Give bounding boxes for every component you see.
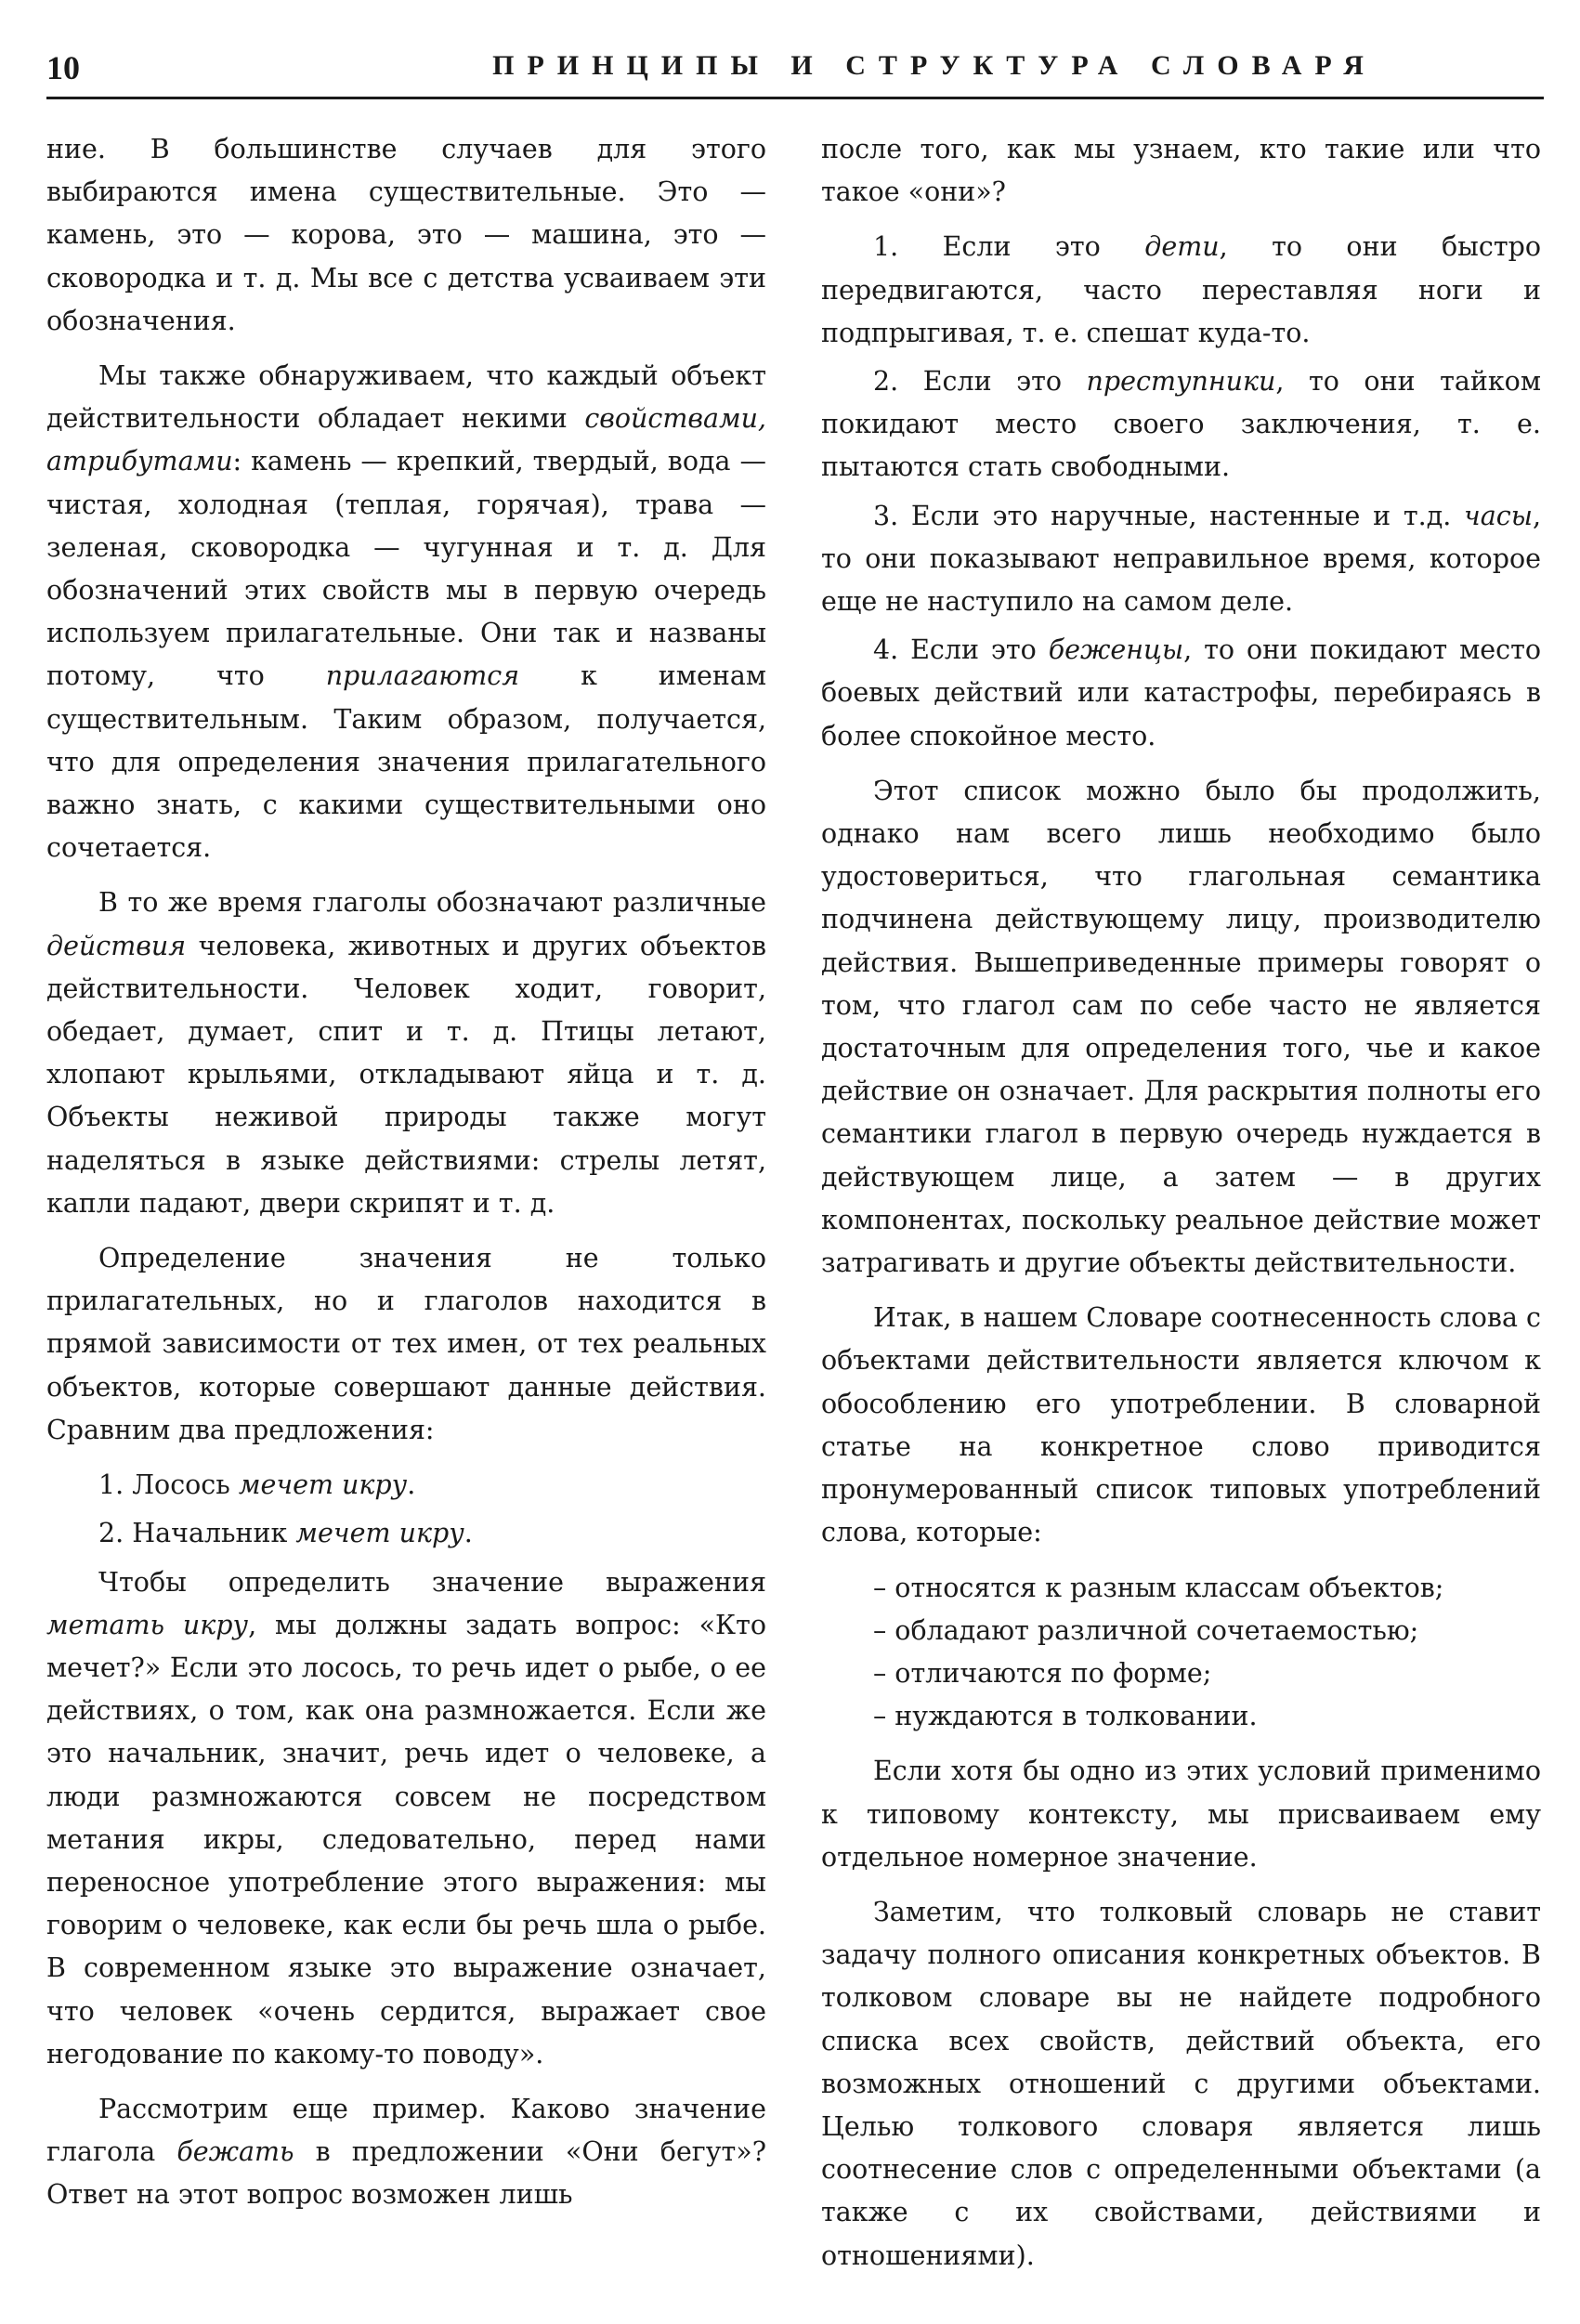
italic-term: метать икру — [46, 1609, 249, 1640]
italic-term: мечет икру — [295, 1518, 464, 1549]
text-span: 1. Лосось — [98, 1469, 239, 1501]
paragraph — [46, 355, 766, 869]
list-item — [821, 226, 1541, 355]
text-span: , то они показывают неправильное время, которое еще не наступило на самом деле. — [821, 500, 1541, 618]
right-column — [821, 128, 1541, 2290]
dash-list-item: – относятся к разным классам объектов; — [873, 1572, 1444, 1603]
text-span: , мы должны задать вопрос: «Кто мечет?» Если это лосось, то речь идет о рыбе, о ее действиях, о том, как она размножается. Если же это начальник, значит, речь идет о человеке, а люди размножаются совсем не посредством метания икры, следовательно, перед нами переносное употребление этого выражения: мы говорим о человеке, как если бы речь шла о рыбе. В современном языке это выражение означает, что человек «очень сердится, выражает свое негодование по какому-то поводу». — [46, 1609, 766, 2069]
text-span: 2. Начальник — [98, 1518, 296, 1549]
italic-term: беженцы — [1048, 634, 1184, 666]
text-span: , то они тайком покидают место своего заключения, т. е. пытаются стать свободными. — [821, 366, 1541, 483]
example-sentence — [46, 1464, 766, 1507]
italic-term: часы — [1464, 500, 1533, 531]
text-span: , то они покидают место боевых действий или катастрофы, перебираясь в более спокойное место. — [821, 634, 1542, 751]
text-span: человека, животных и других объектов действительности. Человек ходит, говорит, обедает, думает, спит и т. д. Птицы летают, хлопают крыльями, откладывают яйца и т. д. Объекты неживой природы также могут наделяться в языке действиями: стрелы летят, капли падают, двери скрипят и т. д. — [46, 930, 766, 1219]
italic-term: бежать — [176, 2136, 294, 2168]
paragraph: ние. В большинстве случаев для этого выбираются имена существительные. Это — камень, это — корова, это — машина, это — сковородка и т. д. Мы все с детства усваиваем эти обозначения. — [46, 134, 766, 336]
paragraph — [46, 881, 766, 1225]
text-span: . — [407, 1469, 416, 1501]
page-header — [46, 46, 1544, 99]
text-span: Чтобы определить значение выражения — [98, 1566, 766, 1598]
text-span: 4. Если это — [873, 634, 1049, 666]
text-span: : камень — крепкий, твердый, вода — чистая, холодная (теплая, горячая), трава — зеленая, сковородка — чугунная и т. д. Для обозначений этих свойств мы в первую очередь используем прилагательные. Они так и названы потому, что — [46, 446, 766, 692]
text-span: . — [464, 1518, 473, 1549]
dash-list-item: – отличаются по форме; — [873, 1657, 1212, 1689]
text-span: к именам существительным. Таким образом, получается, что для определения значения прилагательного важно знать, с какими существительными оно сочетается. — [46, 660, 766, 864]
italic-term: прилагаются — [325, 660, 520, 692]
text-span: 1. Если это — [873, 231, 1145, 263]
left-column — [46, 128, 766, 2229]
italic-term: преступники — [1086, 366, 1276, 398]
text-span: Мы также обнаруживаем, что каждый объект действительности обладает некими — [46, 360, 766, 435]
text-span: 2. Если это — [873, 366, 1087, 398]
italic-term: свойствами, атрибутами — [46, 403, 766, 477]
text-span: , то они быстро передвигаются, часто переставляя ноги и подпрыгивая, т. е. спешат куда-то. — [821, 231, 1541, 348]
list-item — [821, 495, 1541, 624]
example-sentence — [46, 1512, 766, 1555]
italic-term: дети — [1144, 231, 1220, 263]
italic-term: действия — [46, 930, 187, 961]
page-number: 10 — [46, 49, 80, 86]
paragraph: Итак, в нашем Словаре соотнесенность слова с объектами действительности является ключом к обособлению его употреблении. В словарной статье на конкретное слово приводится пронумерованный список типовых употреблений слова, которые: — [821, 1302, 1541, 1548]
paragraph: Этот список можно было бы продолжить, однако нам всего лишь необходимо было удостовериться, что глагольная семантика подчинена действующему лицу, производителю действия. Вышеприведенные примеры говорят о том, что глагол сам по себе часто не является достаточным для определения того, чье и какое действие он означает. Для раскрытия полноты его семантики глагол в первую очередь нуждается в действующем лице, а затем — в других компонентах, поскольку реальное действие может затрагивать и другие объекты действительности. — [821, 775, 1541, 1279]
text-span: 3. Если это наручные, настенные и т.д. — [873, 500, 1465, 531]
text-span: в предложении «Они бегут»? Ответ на этот вопрос возможен лишь — [46, 2136, 766, 2211]
dash-list-item: – нуждаются в толковании. — [873, 1701, 1258, 1732]
text-span: В то же время глаголы обозначают различные — [98, 887, 766, 919]
list-item — [821, 360, 1541, 490]
text-span: Рассмотрим еще пример. Каково значение глагола — [46, 2093, 766, 2168]
paragraph: Заметим, что толковый словарь не ставит задачу полного описания конкретных объектов. В толковом словаре вы не найдете подробного списка всех свойств, действий объекта, его возможных отношений с другими объектами. Целью толкового словаря является лишь соотнесение слов с определенными объектами (а также с их свойствами, действиями и отношениями). — [821, 1896, 1541, 2271]
paragraph: после того, как мы узнаем, кто такие или что такое «они»? — [821, 134, 1541, 208]
paragraph — [46, 1561, 766, 2076]
paragraph — [46, 2088, 766, 2217]
italic-term: мечет икру — [238, 1469, 408, 1501]
paragraph: Если хотя бы одно из этих условий применимо к типовому контексту, мы присваиваем ему отдельное номерное значение. — [821, 1756, 1541, 1873]
dash-list-item: – обладают различной сочетаемостью; — [873, 1614, 1419, 1646]
paragraph: Определение значения не только прилагательных, но и глаголов находится в прямой зависимости от тех имен, от тех реальных объектов, которые совершают данные действия. Сравним два предложения: — [46, 1243, 766, 1445]
running-title: ПРИНЦИПЫ И СТРУКТУРА СЛОВАРЯ — [492, 50, 1377, 81]
list-item — [821, 629, 1541, 758]
